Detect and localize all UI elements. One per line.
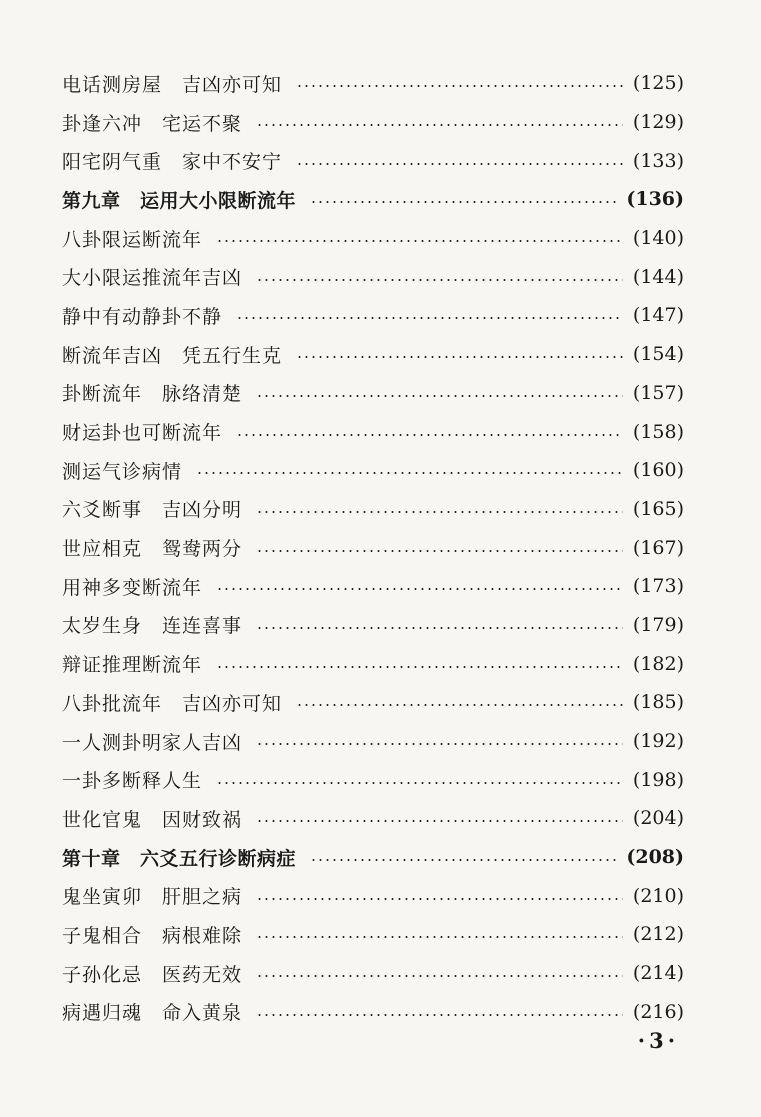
toc-entry [62, 64, 684, 103]
dot-leader [256, 936, 623, 938]
toc-entry-title: 测运气诊病情 [62, 460, 183, 483]
toc-entry-page: (133) [632, 149, 684, 172]
toc-entry-page: (208) [626, 846, 684, 869]
toc-entry [62, 528, 684, 567]
toc-entry-title: 卦断流年 脉络清楚 [62, 383, 243, 406]
toc-entry-title: 静中有动静卦不静 [62, 305, 223, 328]
toc-entry [62, 954, 684, 993]
toc-entry-page: (158) [632, 420, 684, 443]
toc-entry-page: (167) [632, 536, 684, 559]
toc-entry-page: (204) [632, 807, 684, 830]
toc-chapter-entry [62, 180, 684, 219]
toc-entry [62, 103, 684, 142]
toc-entry-page: (125) [632, 72, 684, 95]
toc-entry [62, 993, 684, 1032]
toc-entry-title: 电话测房屋 吉凶亦可知 [62, 73, 283, 96]
toc-entry [62, 374, 684, 413]
dot-leader [256, 627, 623, 629]
dot-leader [216, 782, 623, 784]
toc-entry [62, 412, 684, 451]
toc-entry-title: 世化官鬼 因财致祸 [62, 808, 243, 831]
toc-entry-page: (210) [632, 884, 684, 907]
toc-entry-title: 八卦限运断流年 [62, 228, 203, 251]
toc-entry-title: 大小限运推流年吉凶 [62, 267, 243, 290]
toc-entry-page: (129) [632, 111, 684, 134]
toc-entry-title: 断流年吉凶 凭五行生克 [62, 344, 283, 367]
toc-entry [62, 915, 684, 954]
toc-entry [62, 876, 684, 915]
toc-entry-title: 病遇归魂 命入黄泉 [62, 1002, 243, 1025]
toc-entry-page: (212) [632, 923, 684, 946]
toc-entry [62, 799, 684, 838]
dot-leader [236, 434, 623, 436]
toc-entry [62, 257, 684, 296]
dot-leader [236, 317, 623, 319]
toc-entry-title: 一人测卦明家人吉凶 [62, 731, 243, 754]
toc-entry-title: 第九章 运用大小限断流年 [62, 189, 297, 212]
toc-entry-title: 用神多变断流年 [62, 576, 203, 599]
toc-entry-title: 辩证推理断流年 [62, 654, 203, 677]
dot-leader [256, 820, 623, 822]
toc-entry [62, 567, 684, 606]
toc-entry [62, 606, 684, 645]
toc-entry-title: 太岁生身 连连喜事 [62, 615, 243, 638]
dot-leader [256, 124, 623, 126]
toc-entry-page: (140) [632, 227, 684, 250]
dot-leader [256, 975, 623, 977]
toc-entry-page: (173) [632, 575, 684, 598]
toc-entry-page: (216) [632, 1000, 684, 1023]
table-of-contents [62, 64, 684, 1031]
toc-entry-page: (147) [632, 304, 684, 327]
toc-entry-page: (185) [632, 691, 684, 714]
toc-entry [62, 335, 684, 374]
toc-entry-title: 六爻断事 吉凶分明 [62, 499, 243, 522]
toc-entry-page: (136) [626, 188, 684, 211]
toc-entry [62, 451, 684, 490]
dot-leader [256, 743, 623, 745]
dot-leader [196, 472, 623, 474]
toc-entry-page: (182) [632, 652, 684, 675]
toc-entry-page: (157) [632, 381, 684, 404]
dot-leader [256, 1014, 623, 1016]
toc-entry-page: (214) [632, 962, 684, 985]
toc-entry-page: (144) [632, 265, 684, 288]
toc-entry-page: (192) [632, 730, 684, 753]
dot-leader [296, 85, 623, 87]
toc-entry-title: 第十章 六爻五行诊断病症 [62, 847, 297, 870]
toc-entry-page: (154) [632, 343, 684, 366]
toc-entry [62, 296, 684, 335]
toc-entry-title: 子孙化忌 医药无效 [62, 963, 243, 986]
toc-entry [62, 490, 684, 529]
toc-entry-title: 世应相克 鸳鸯两分 [62, 538, 243, 561]
dot-leader [216, 588, 623, 590]
dot-leader [256, 898, 623, 900]
toc-entry [62, 644, 684, 683]
dot-leader [256, 511, 623, 513]
toc-entry-page: (198) [632, 768, 684, 791]
toc-entry-page: (160) [632, 459, 684, 482]
dot-leader [216, 240, 623, 242]
toc-entry [62, 722, 684, 761]
toc-entry-title: 鬼坐寅卯 肝胆之病 [62, 886, 243, 909]
toc-entry [62, 141, 684, 180]
toc-entry-title: 子鬼相合 病根难除 [62, 924, 243, 947]
dot-leader [310, 201, 616, 203]
dot-leader [256, 550, 623, 552]
toc-entry [62, 760, 684, 799]
toc-entry [62, 219, 684, 258]
dot-leader [216, 666, 623, 668]
toc-entry-title: 阳宅阴气重 家中不安宁 [62, 151, 283, 174]
toc-entry-page: (165) [632, 497, 684, 520]
toc-entry-title: 卦逢六冲 宅运不聚 [62, 112, 243, 135]
dot-leader [296, 163, 623, 165]
toc-entry-title: 一卦多断释人生 [62, 770, 203, 793]
toc-entry-title: 财运卦也可断流年 [62, 422, 223, 445]
toc-chapter-entry [62, 838, 684, 877]
dot-leader [310, 859, 616, 861]
dot-leader [256, 395, 623, 397]
dot-leader [296, 704, 623, 706]
toc-entry-title: 八卦批流年 吉凶亦可知 [62, 692, 283, 715]
page-number: ·3· [637, 1028, 679, 1053]
dot-leader [256, 279, 623, 281]
toc-entry [62, 683, 684, 722]
toc-entry-page: (179) [632, 613, 684, 636]
dot-leader [296, 356, 623, 358]
